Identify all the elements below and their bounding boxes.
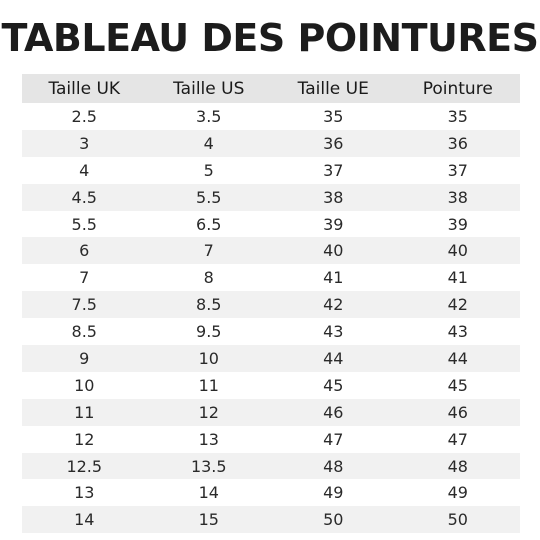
cell-us: 15: [147, 506, 272, 533]
cell-pointure: 37: [447, 160, 468, 180]
cell-pointure: 50: [396, 506, 521, 533]
size-chart-table: [22, 74, 520, 533]
cell-us: 14: [198, 483, 219, 503]
cell-eu: 43: [323, 322, 344, 342]
cell-pointure: 35: [447, 106, 468, 126]
cell-pointure: 41: [447, 268, 468, 288]
cell-uk: 7.5: [22, 291, 147, 318]
cell-pointure: 43: [447, 322, 468, 342]
table-row: [22, 318, 520, 345]
cell-eu: 49: [323, 483, 344, 503]
table-row: [22, 184, 520, 211]
cell-us: 10: [147, 345, 272, 372]
table-row: [22, 211, 520, 238]
cell-eu: 35: [323, 106, 344, 126]
cell-eu: 38: [271, 184, 396, 211]
cell-pointure: 44: [396, 345, 521, 372]
cell-us: 13: [198, 429, 219, 449]
cell-uk: 9: [22, 345, 147, 372]
cell-pointure: 49: [447, 483, 468, 503]
cell-us: 9.5: [196, 322, 222, 342]
table-row: [22, 157, 520, 184]
cell-uk: 14: [22, 506, 147, 533]
cell-us: 13.5: [147, 453, 272, 480]
table-row: [22, 479, 520, 506]
table-header-row: [22, 74, 520, 103]
cell-uk: 4.5: [22, 184, 147, 211]
cell-us: 3.5: [196, 106, 222, 126]
cell-uk: 13: [74, 483, 95, 503]
cell-eu: 47: [323, 429, 344, 449]
cell-us: 8.5: [147, 291, 272, 318]
cell-eu: 41: [323, 268, 344, 288]
cell-eu: 37: [323, 160, 344, 180]
cell-uk: 6: [22, 237, 147, 264]
cell-uk: 3: [22, 130, 147, 157]
cell-us: 5: [203, 160, 214, 180]
table-row: [22, 264, 520, 291]
cell-uk: 8.5: [71, 322, 97, 342]
column-header-pointure: Pointure: [396, 74, 521, 103]
cell-eu: 40: [271, 237, 396, 264]
cell-uk: 12: [74, 429, 95, 449]
table-row: [22, 506, 520, 533]
cell-us: 6.5: [196, 214, 222, 234]
table-row: [22, 399, 520, 426]
cell-uk: 7: [79, 268, 90, 288]
cell-uk: 12.5: [22, 453, 147, 480]
cell-pointure: 40: [396, 237, 521, 264]
cell-uk: 10: [74, 375, 95, 395]
cell-pointure: 42: [396, 291, 521, 318]
table-row: [22, 345, 520, 372]
table-row: [22, 103, 520, 130]
cell-uk: 2.5: [71, 106, 97, 126]
table-row: [22, 291, 520, 318]
cell-pointure: 47: [447, 429, 468, 449]
cell-uk: 11: [22, 399, 147, 426]
cell-us: 12: [147, 399, 272, 426]
column-header-uk: Taille UK: [22, 74, 147, 103]
cell-eu: 48: [271, 453, 396, 480]
cell-eu: 36: [271, 130, 396, 157]
cell-us: 4: [147, 130, 272, 157]
cell-us: 11: [198, 375, 219, 395]
cell-pointure: 45: [447, 375, 468, 395]
cell-uk: 4: [79, 160, 90, 180]
cell-uk: 5.5: [71, 214, 97, 234]
table-body: [22, 103, 520, 533]
page-title: TABLEAU DES POINTURES: [1, 16, 539, 60]
cell-eu: 46: [271, 399, 396, 426]
cell-us: 7: [147, 237, 272, 264]
table-row: [22, 130, 520, 157]
table-row: [22, 237, 520, 264]
cell-us: 5.5: [147, 184, 272, 211]
table-row: [22, 372, 520, 399]
cell-eu: 45: [323, 375, 344, 395]
cell-pointure: 36: [396, 130, 521, 157]
cell-eu: 44: [271, 345, 396, 372]
column-header-eu: Taille UE: [271, 74, 396, 103]
cell-eu: 42: [271, 291, 396, 318]
cell-pointure: 38: [396, 184, 521, 211]
cell-pointure: 46: [396, 399, 521, 426]
cell-pointure: 39: [447, 214, 468, 234]
cell-us: 8: [203, 268, 214, 288]
cell-eu: 50: [271, 506, 396, 533]
cell-eu: 39: [323, 214, 344, 234]
table-row: [22, 426, 520, 453]
column-header-us: Taille US: [147, 74, 272, 103]
table-row: [22, 453, 520, 480]
cell-pointure: 48: [396, 453, 521, 480]
